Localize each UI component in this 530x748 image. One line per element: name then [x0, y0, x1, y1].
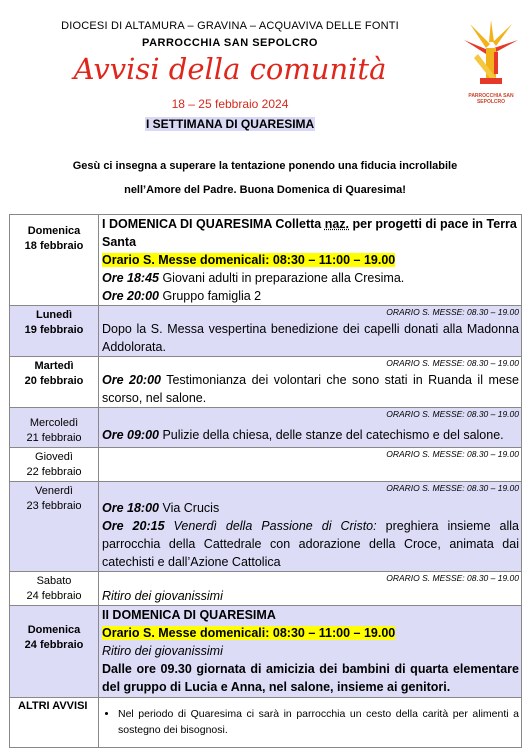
day-date: 24 febbraio	[24, 639, 84, 651]
entry-title: II DOMENICA DI QUARESIMA	[102, 608, 276, 622]
date-range: 18 – 25 febbraio 2024	[171, 97, 289, 111]
mass-times-text: Orario S. Messe domenicali: 08:30 – 11:00 – 19.00	[102, 253, 396, 267]
event-text: Dopo la S. Messa vespertina benedizione dei capelli donati alla Madonna Addolorata.	[102, 322, 519, 354]
day-date: 24 febbraio	[26, 590, 82, 602]
entry-title	[102, 215, 519, 251]
event-text: Gruppo famiglia 2	[158, 289, 262, 303]
table-row	[10, 215, 522, 306]
event-time: Ore 18:00	[102, 501, 159, 515]
day-date: 22 febbraio	[26, 466, 82, 478]
page-title: Avvisi della comunità	[73, 52, 387, 86]
event-text: Pulizie della chiesa, delle stanze del catechismo e del salone.	[158, 428, 504, 442]
title-part: per progetti di pace in Terra Santa	[102, 217, 517, 249]
mass-times-text: Orario S. Messe domenicali: 08:30 – 11:00 – 19.00	[102, 626, 396, 640]
table-row	[10, 572, 522, 606]
day-name: Domenica	[27, 225, 81, 237]
day-cell	[10, 357, 99, 408]
event-text: Dalle ore 09.30 giornata di amicizia dei bambini di quarta elementare del gruppo di Lucia e Anna, nel salone, insieme ai genitori.	[102, 662, 519, 694]
entry-cell	[99, 606, 522, 698]
table-row	[10, 448, 522, 482]
day-name: Domenica	[27, 624, 81, 636]
day-date: 18 febbraio	[24, 240, 84, 252]
event-subtitle: Venerdì della Passione di Cristo:	[164, 519, 377, 533]
day-cell	[10, 572, 99, 606]
event	[102, 287, 519, 305]
weekday-mass-times: ORARIO S. MESSE: 08.30 – 19.00	[386, 449, 519, 459]
event	[102, 426, 519, 444]
weekday-mass-times: ORARIO S. MESSE: 08.30 – 19.00	[386, 409, 519, 419]
table-row	[10, 606, 522, 698]
table-row	[10, 482, 522, 572]
day-date: 21 febbraio	[26, 432, 82, 444]
day-name: Sabato	[36, 575, 72, 587]
entry-cell	[99, 215, 522, 306]
day-name: Martedì	[34, 360, 74, 372]
title-part: I DOMENICA DI QUARESIMA Colletta	[102, 217, 325, 231]
entry-cell	[99, 448, 522, 482]
title-abbrev: naz.	[324, 217, 350, 231]
event-time: Ore 20:00	[102, 289, 159, 303]
event-text: Ritiro dei giovanissimi	[102, 589, 223, 603]
entry-cell	[99, 698, 522, 748]
other-notices-label: ALTRI AVVISI	[10, 698, 99, 748]
logo-caption: PARROCCHIA SAN SEPOLCRO	[468, 93, 514, 105]
mass-times	[102, 624, 519, 642]
day-cell	[10, 482, 99, 572]
mass-times	[102, 251, 519, 269]
other-notices-list	[102, 706, 519, 738]
week-label: I SETTIMANA DI QUARESIMA	[146, 117, 315, 131]
day-date: 19 febbraio	[24, 324, 84, 336]
event	[102, 517, 519, 571]
day-cell	[10, 408, 99, 448]
day-name: Lunedì	[35, 309, 73, 321]
weekday-mass-times: ORARIO S. MESSE: 08.30 – 19.00	[386, 307, 519, 317]
table-row	[10, 698, 522, 748]
weekday-mass-times: ORARIO S. MESSE: 08.30 – 19.00	[386, 573, 519, 583]
day-name: Venerdì	[35, 485, 73, 497]
table-row	[10, 408, 522, 448]
day-cell	[10, 448, 99, 482]
diocese-header: DIOCESI DI ALTAMURA – GRAVINA – ACQUAVIVA DELLE FONTI	[61, 20, 399, 32]
list-item: • Nel periodo di Quaresima ci sarà in parrocchia un cesto della carità per alimenti a sostegno dei bisognosi.	[118, 706, 519, 738]
schedule-table	[9, 214, 522, 748]
intro-line-2: nell’Amore del Padre. Buona Domenica di Quaresima!	[124, 184, 406, 196]
day-name: Giovedì	[35, 451, 73, 463]
event-text: preghiera insieme alla parrocchia della Cattedrale con adorazione della Croce, animata dai catechisti e dall’Azione Cattolica	[102, 519, 520, 569]
event	[102, 371, 519, 407]
entry-cell	[99, 572, 522, 606]
day-name: Mercoledì	[29, 417, 79, 429]
event-text: Ritiro dei giovanissimi	[102, 644, 223, 658]
event	[102, 499, 519, 517]
event-text: Giovani adulti in preparazione alla Cresima.	[158, 271, 405, 285]
event-time: Ore 20:00	[102, 373, 161, 387]
weekday-mass-times: ORARIO S. MESSE: 08.30 – 19.00	[386, 358, 519, 368]
intro-message	[0, 154, 530, 202]
intro-line-1: Gesù ci insegna a superare la tentazione ponendo una fiducia incrollabile	[72, 160, 458, 172]
event-time: Ore 18:45	[102, 271, 159, 285]
event	[102, 269, 519, 287]
entry-cell	[99, 357, 522, 408]
event-text: Via Crucis	[158, 501, 220, 515]
event-time: Ore 09:00	[102, 428, 159, 442]
table-row	[10, 357, 522, 408]
entry-cell	[99, 482, 522, 572]
day-date: 23 febbraio	[26, 500, 82, 512]
parish-logo-icon	[460, 18, 522, 90]
day-cell	[10, 606, 99, 698]
event-text: Testimonianza dei volontari che sono stati in Ruanda il mese scorso, nel salone.	[102, 373, 520, 405]
day-cell	[10, 306, 99, 357]
day-cell	[10, 215, 99, 306]
table-row	[10, 306, 522, 357]
entry-cell	[99, 306, 522, 357]
day-date: 20 febbraio	[24, 375, 84, 387]
event-time: Ore 20:15	[102, 519, 165, 533]
weekday-mass-times: ORARIO S. MESSE: 08.30 – 19.00	[386, 483, 519, 493]
parish-name: PARROCCHIA SAN SEPOLCRO	[142, 37, 318, 49]
entry-cell	[99, 408, 522, 448]
